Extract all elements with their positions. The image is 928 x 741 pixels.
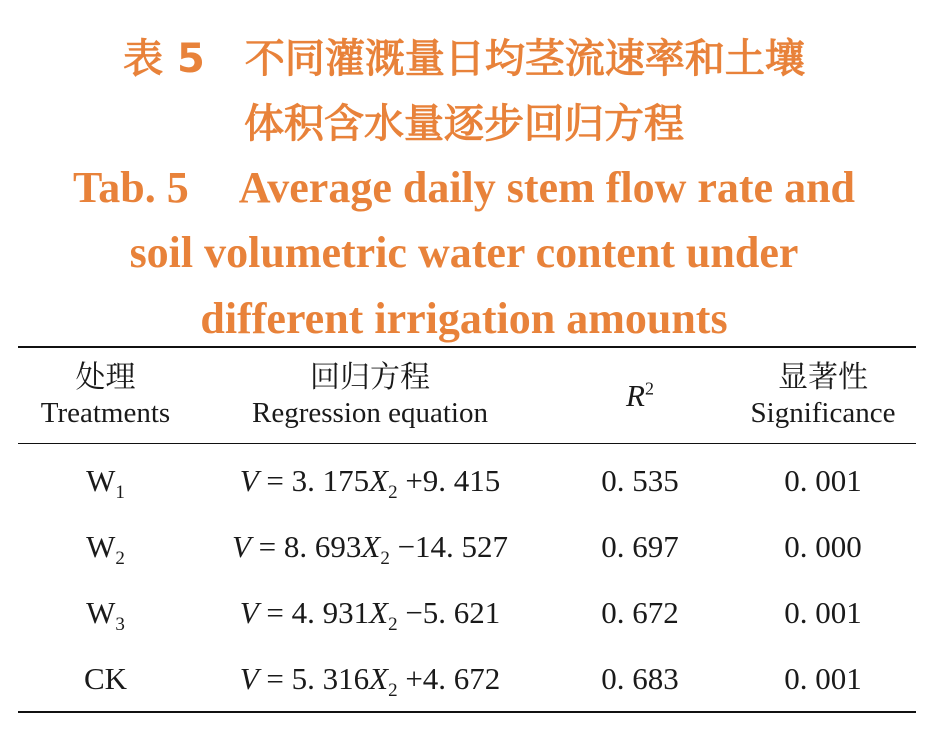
caption-en-label: Tab. 5 [72, 163, 189, 212]
cell-equation: V = 4. $931X_2 -5$. 621 [239, 595, 501, 636]
header-treatments-en: Treatments [40, 397, 171, 429]
header-significance-cn: 显著性 [778, 360, 868, 395]
header-r2-sup: 2 [644, 378, 654, 399]
caption-en-title-3: different irrigation amounts [200, 294, 728, 343]
table-bottom-rule [18, 711, 916, 713]
header-treatments-cn: 处理 [75, 360, 136, 395]
cell-equation: V = 3. $175X_2 +9$. 415 [239, 463, 501, 504]
caption-en-title-1: Average daily stem flow rate and [238, 163, 856, 212]
caption-en-line2 [0, 228, 928, 278]
header-equation-cn: 回归方程 [310, 360, 430, 395]
header-treatments [18, 360, 193, 430]
header-r2-symbol: R [626, 378, 645, 413]
caption-cn-label: 表 5 [123, 36, 205, 82]
cell-r2: 0. 672 [601, 595, 679, 630]
cell-treatment: CK [83, 661, 128, 696]
cell-treatment: $W_2$ [86, 529, 125, 570]
cell-equation: V = 5. $316X_2 +4$. 672 [239, 661, 501, 702]
cell-significance: 0. 001 [784, 463, 862, 498]
caption-cn-line2 [0, 101, 928, 147]
table-header-rule [18, 443, 916, 444]
cell-r2: 0. 697 [601, 529, 679, 564]
table-top-rule [18, 346, 916, 348]
caption-en-title-2: soil volumetric water content under [129, 228, 799, 277]
cell-significance: 0. 000 [784, 529, 862, 564]
header-significance-en: Significance [750, 397, 896, 429]
header-equation-en: Regression equation [252, 397, 488, 429]
header-significance [730, 360, 916, 430]
caption-en-line3 [0, 294, 928, 344]
caption-en-line1 [0, 163, 928, 213]
cell-r2: 0. 683 [601, 661, 679, 696]
cell-significance: 0. 001 [784, 595, 862, 630]
caption-cn-line1 [0, 36, 928, 82]
caption-cn-title-1: 不同灌溉量日均茎流速率和土壤 [244, 36, 805, 82]
cell-treatment: $W_1$ [86, 463, 125, 504]
cell-r2: 0. 535 [601, 463, 679, 498]
cell-treatment: $W_3$ [86, 595, 125, 636]
caption-cn-title-2: 体积含水量逐步回归方程 [244, 101, 684, 147]
cell-equation: V = 8. $693X_2 -14$. 527 [231, 529, 509, 570]
cell-significance: 0. 001 [784, 661, 862, 696]
header-equation [200, 360, 540, 430]
header-r2 [560, 378, 720, 414]
